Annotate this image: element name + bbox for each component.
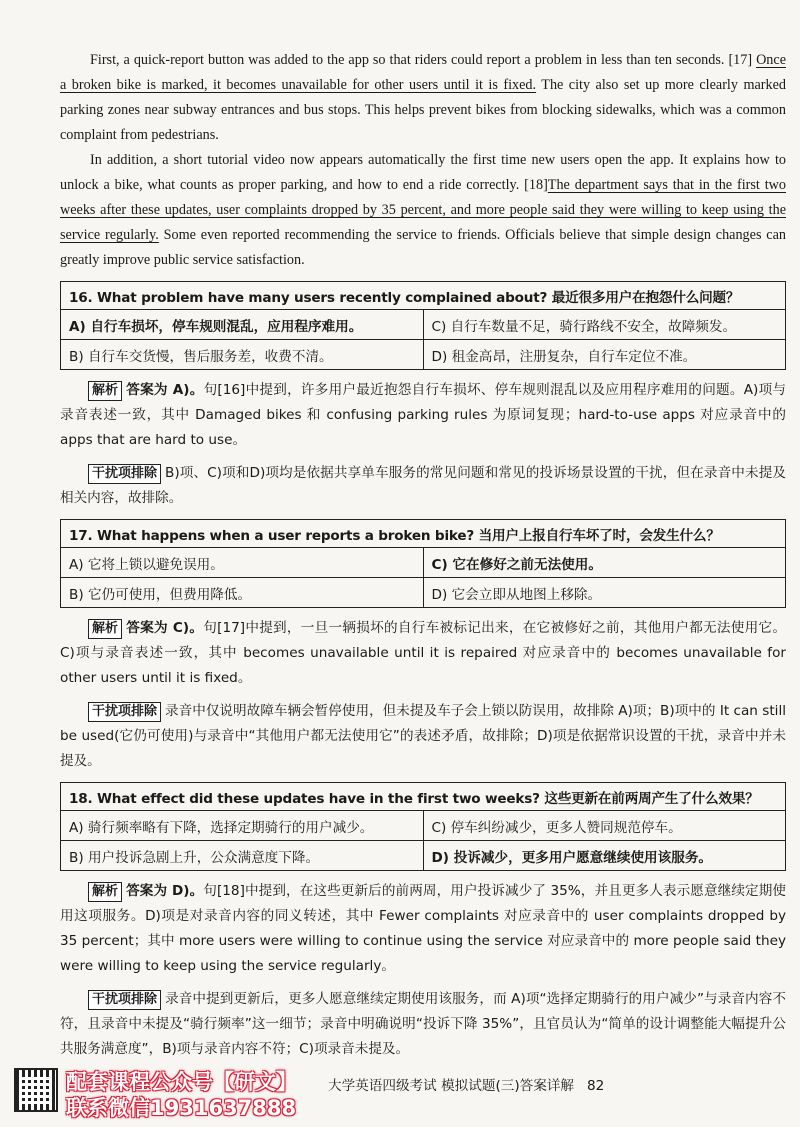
key-sentence-17: Once a broken bike is marked, it becomes unavailable for other users until it is fixed. [60,52,786,93]
question-18-option-a: A) 骑行频率略有下降，选择定期骑行的用户减少。 [61,811,424,841]
page-footer-label: 大学英语四级考试 模拟试题(三)答案详解 82 [328,1078,605,1094]
distractor-tag: 干扰项排除 [88,702,161,722]
answer-page [60,48,786,1062]
question-16-option-c: C) 自行车数量不足，骑行路线不安全，故障频发。 [423,310,786,340]
question-17-table [60,519,786,608]
question-18-table [60,782,786,871]
distractor-tag: 干扰项排除 [88,990,161,1010]
question-16-table [60,281,786,370]
question-16-option-a: A) 自行车损坏，停车规则混乱，应用程序难用。 [61,310,424,340]
watermark-line-2: 联系微信1931637888 [66,1096,297,1120]
question-17-option-d: D) 它会立即从地图上移除。 [423,578,786,608]
question-17-analysis: 解析 答案为 C)。句[17]中提到，一旦一辆损坏的自行车被标记出来，在它被修好之前，其他用户都无法使用它。C)项与录音表述一致，其中 becomes unavailable until it is repaired 对应录音中的 becomes unavailable for other users until it is fixed。 [60,620,787,686]
answer-label: 答案为 C)。 [126,620,204,636]
sentence-marker-18: [18] [524,177,548,193]
question-16-text: 16. What problem have many users recently complained about? 最近很多用户在抱怨什么问题？ [61,282,786,310]
answer-label: 答案为 D)。 [126,883,204,899]
question-18-option-c: C) 停车纠纷减少，更多人赞同规范停车。 [423,811,786,841]
key-sentence-18: The department says that in the first two weeks after these updates, user complaints dropped by 35 percent, and more people said they were willing to keep using the service regularly. [60,177,786,243]
analysis-tag: 解析 [88,882,122,902]
question-16-analysis: 解析 答案为 A)。句[16]中提到，许多用户最近抱怨自行车损坏、停车规则混乱以及应用程序难用的问题。A)项与录音表述一致，其中 Damaged bikes 和 confusing parking rules 为原词复现；hard-to-use apps 对应录音中的 apps that are hard to use。 [60,382,786,448]
sentence-marker-17: [17] [728,52,757,68]
distractor-tag: 干扰项排除 [88,464,161,484]
question-17-option-c: C) 它在修好之前无法使用。 [423,548,786,578]
question-17-text: 17. What happens when a user reports a broken bike? 当用户上报自行车坏了时，会发生什么？ [61,520,786,548]
question-18-text: 18. What effect did these updates have in the first two weeks? 这些更新在前两周产生了什么效果？ [61,783,786,811]
question-18-option-d: D) 投诉减少，更多用户愿意继续使用该服务。 [423,841,786,871]
question-18-option-b: B) 用户投诉急剧上升，公众满意度下降。 [61,841,424,871]
page-footer [0,1066,800,1126]
qr-code-icon [14,1068,58,1112]
question-17-distractor: 干扰项排除 录音中仅说明故障车辆会暂停使用，但未提及车子会上锁以防误用，故排除 A)项；B)项中的 It can still be used(它仍可使用)与录音中“其他用户都无法使用它”的表述矛盾，故排除；D)项是依据常识设置的干扰，录音中并未提及。 [60,703,786,769]
question-18-analysis: 解析 答案为 D)。句[18]中提到，在这些更新后的前两周，用户投诉减少了 35%，并且更多人表示愿意继续定期使用这项服务。D)项是对录音内容的同义转述，其中 Fewer complaints 对应录音中的 user complaints dropped by 35 percent；其中 more users were willing to continue using the service 对应录音中的 more people said they were willing to keep using the service regularly。 [60,883,787,974]
question-17-option-b: B) 它仍可使用，但费用降低。 [61,578,424,608]
question-18-distractor: 干扰项排除 录音中提到更新后，更多人愿意继续定期使用该服务，而 A)项“选择定期骑行的用户减少”与录音内容不符，且录音中未提及“骑行频率”这一细节；录音中明确说明“投诉下降 35%”，且官员认为“简单的设计调整能大幅提升公共服务满意度”，B)项与录音内容不符；C)项录音未提及。 [60,991,786,1057]
analysis-tag: 解析 [88,381,122,401]
page-number: 82 [587,1078,605,1094]
passage-paragraph-1: First, a quick-report button was added to the app so that riders could report a problem in less than ten seconds. [17] Once a broken bike is marked, it becomes unavailable for other users until it is fixed. The city also set up more clearly marked parking zones near subway entrances and bus stops. This helps prevent bikes from blocking sidewalks, which was a common complaint from pedestrians. [60,52,786,143]
question-16-option-b: B) 自行车交货慢，售后服务差，收费不清。 [61,340,424,370]
watermark-line-1: 配套课程公众号【研文】 [66,1070,297,1094]
analysis-tag: 解析 [88,619,122,639]
question-17-option-a: A) 它将上锁以避免误用。 [61,548,424,578]
passage-paragraph-2: In addition, a short tutorial video now appears automatically the first time new users open the app. It explains how to unlock a bike, what counts as proper parking, and how to end a ride correctly. [18]The department says that in the first two weeks after these updates, user complaints dropped by 35 percent, and more people said they were willing to keep using the service regularly. Some even reported recommending the service to friends. Officials believe that simple design changes can greatly improve public service satisfaction. [60,152,786,268]
answer-label: 答案为 A)。 [126,382,204,398]
question-16-option-d: D) 租金高昂，注册复杂，自行车定位不准。 [423,340,786,370]
question-16-distractor: 干扰项排除 B)项、C)项和D)项均是依据共享单车服务的常见问题和常见的投诉场景设置的干扰，但在录音中未提及相关内容，故排除。 [60,465,786,506]
